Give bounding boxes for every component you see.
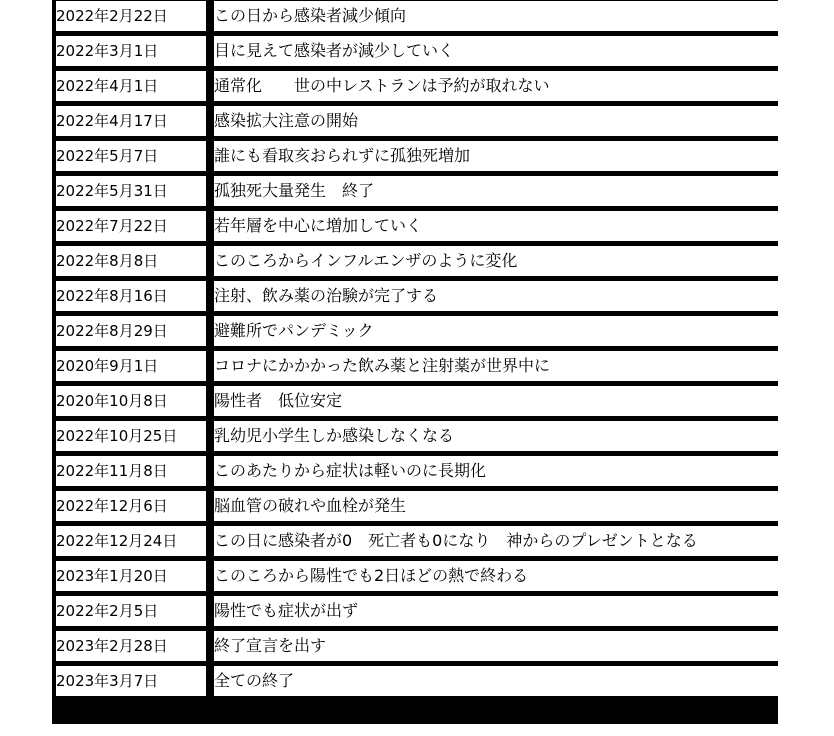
table-row <box>56 71 778 101</box>
table-row <box>56 36 778 66</box>
timeline-sheet <box>52 0 778 724</box>
date-cell[interactable]: 2023年2月28日 <box>56 631 206 661</box>
column-divider <box>206 561 214 591</box>
table-row <box>56 631 778 661</box>
date-cell[interactable]: 2023年1月20日 <box>56 561 206 591</box>
table-row <box>56 1 778 31</box>
date-cell[interactable]: 2020年9月1日 <box>56 351 206 381</box>
date-cell[interactable]: 2022年12月24日 <box>56 526 206 556</box>
event-cell[interactable]: 感染拡大注意の開始 <box>214 106 778 136</box>
event-cell[interactable]: この日に感染者が0 死亡者も0になり 神からのプレゼントとなる <box>214 526 778 556</box>
column-divider <box>206 141 214 171</box>
date-cell[interactable]: 2022年3月1日 <box>56 36 206 66</box>
column-divider <box>206 106 214 136</box>
column-divider <box>206 456 214 486</box>
column-divider <box>206 176 214 206</box>
event-cell[interactable]: 目に見えて感染者が減少していく <box>214 36 778 66</box>
event-cell[interactable]: 避難所でパンデミック <box>214 316 778 346</box>
table-row <box>56 211 778 241</box>
date-cell[interactable]: 2022年2月5日 <box>56 596 206 626</box>
table-row <box>56 281 778 311</box>
table-row <box>56 456 778 486</box>
column-divider <box>206 316 214 346</box>
event-cell[interactable]: 全ての終了 <box>214 666 778 696</box>
table-row <box>56 386 778 416</box>
event-cell[interactable]: このころからインフルエンザのように変化 <box>214 246 778 276</box>
table-row <box>56 666 778 696</box>
column-divider <box>206 526 214 556</box>
event-cell[interactable]: 注射、飲み薬の治験が完了する <box>214 281 778 311</box>
column-divider <box>206 1 214 31</box>
date-cell[interactable]: 2022年5月31日 <box>56 176 206 206</box>
column-divider <box>206 351 214 381</box>
event-cell[interactable]: 若年層を中心に増加していく <box>214 211 778 241</box>
date-cell[interactable]: 2022年7月22日 <box>56 211 206 241</box>
date-cell[interactable]: 2022年4月17日 <box>56 106 206 136</box>
table-row <box>56 596 778 626</box>
event-cell[interactable]: 陽性でも症状が出ず <box>214 596 778 626</box>
date-cell[interactable]: 2022年11月8日 <box>56 456 206 486</box>
date-cell[interactable]: 2020年10月8日 <box>56 386 206 416</box>
event-cell[interactable]: 陽性者 低位安定 <box>214 386 778 416</box>
table-row <box>56 421 778 451</box>
date-cell[interactable]: 2022年8月29日 <box>56 316 206 346</box>
column-divider <box>206 71 214 101</box>
column-divider <box>206 36 214 66</box>
event-cell[interactable]: 孤独死大量発生 終了 <box>214 176 778 206</box>
date-cell[interactable]: 2022年5月7日 <box>56 141 206 171</box>
table-row <box>56 106 778 136</box>
table-row <box>56 246 778 276</box>
table-row <box>56 351 778 381</box>
event-cell[interactable]: コロナにかかかった飲み薬と注射薬が世界中に <box>214 351 778 381</box>
event-cell[interactable]: この日から感染者減少傾向 <box>214 1 778 31</box>
event-cell[interactable]: 終了宣言を出す <box>214 631 778 661</box>
timeline-body <box>56 1 778 696</box>
date-cell[interactable]: 2023年3月7日 <box>56 666 206 696</box>
event-cell[interactable]: 脳血管の破れや血栓が発生 <box>214 491 778 521</box>
column-divider <box>206 491 214 521</box>
date-cell[interactable]: 2022年12月6日 <box>56 491 206 521</box>
table-row <box>56 316 778 346</box>
column-divider <box>206 631 214 661</box>
column-divider <box>206 421 214 451</box>
event-cell[interactable]: このあたりから症状は軽いのに長期化 <box>214 456 778 486</box>
table-row <box>56 491 778 521</box>
column-divider <box>206 596 214 626</box>
column-divider <box>206 246 214 276</box>
event-cell[interactable]: 乳幼児小学生しか感染しなくなる <box>214 421 778 451</box>
date-cell[interactable]: 2022年8月8日 <box>56 246 206 276</box>
column-divider <box>206 281 214 311</box>
date-cell[interactable]: 2022年2月22日 <box>56 1 206 31</box>
column-divider <box>206 386 214 416</box>
date-cell[interactable]: 2022年4月1日 <box>56 71 206 101</box>
event-cell[interactable]: 通常化 世の中レストランは予約が取れない <box>214 71 778 101</box>
table-row <box>56 141 778 171</box>
column-divider <box>206 211 214 241</box>
date-cell[interactable]: 2022年10月25日 <box>56 421 206 451</box>
event-cell[interactable]: 誰にも看取亥おられずに孤独死増加 <box>214 141 778 171</box>
table-row <box>56 526 778 556</box>
date-cell[interactable]: 2022年8月16日 <box>56 281 206 311</box>
table-row <box>56 561 778 591</box>
column-divider <box>206 666 214 696</box>
event-cell[interactable]: このころから陽性でも2日ほどの熱で終わる <box>214 561 778 591</box>
timeline-table <box>56 1 778 696</box>
table-row <box>56 176 778 206</box>
